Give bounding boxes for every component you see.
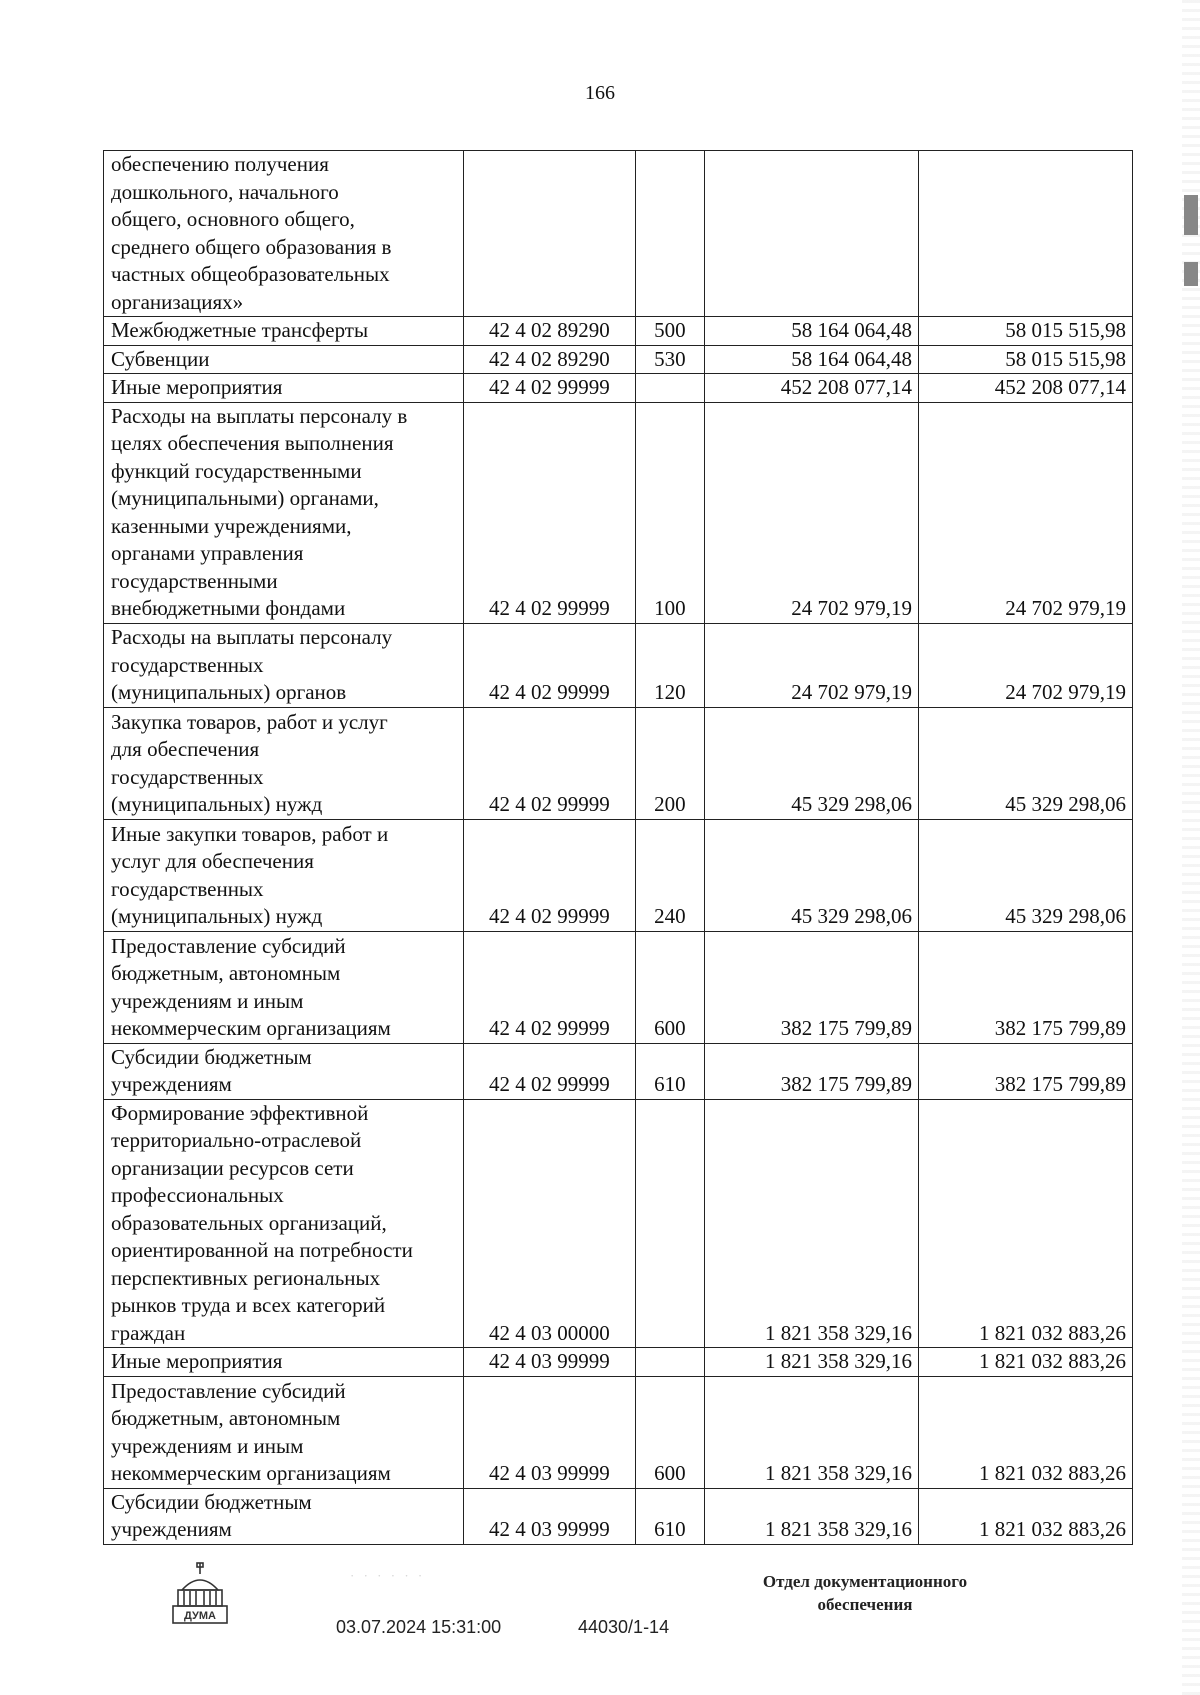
row-sum-1: 1 821 358 329,16 bbox=[704, 1099, 918, 1348]
row-sum-2: 45 329 298,06 bbox=[918, 707, 1132, 819]
row-name: Закупка товаров, работ и услуг для обеспечения государственных (муниципальных) нужд bbox=[104, 707, 464, 819]
row-expense-type: 240 bbox=[635, 819, 704, 931]
row-name: Предоставление субсидий бюджетным, автономным учреждениям и иным некоммерческим организациям bbox=[104, 1376, 464, 1488]
table-row bbox=[104, 374, 1133, 403]
row-expense-type: 500 bbox=[635, 317, 704, 346]
row-sum-1: 45 329 298,06 bbox=[704, 707, 918, 819]
row-name: Предоставление субсидий бюджетным, автономным учреждениям и иным некоммерческим организациям bbox=[104, 931, 464, 1043]
scan-edge-mark bbox=[1184, 195, 1198, 235]
row-code bbox=[463, 151, 635, 317]
row-name: Субсидии бюджетным учреждениям bbox=[104, 1043, 464, 1099]
row-expense-type: 600 bbox=[635, 931, 704, 1043]
row-name: Иные мероприятия bbox=[104, 374, 464, 403]
row-name: обеспечению получения дошкольного, начального общего, основного общего, среднего общего образования в частных общеобразовательных организациях» bbox=[104, 151, 464, 317]
table-row bbox=[104, 402, 1133, 623]
department-stamp: Отдел документационного обеспечения bbox=[762, 1572, 968, 1614]
table-row bbox=[104, 1099, 1133, 1348]
row-code: 42 4 02 89290 bbox=[463, 345, 635, 374]
row-code: 42 4 03 00000 bbox=[463, 1099, 635, 1348]
row-code: 42 4 02 99999 bbox=[463, 931, 635, 1043]
page-number: 166 bbox=[585, 82, 615, 104]
scan-edge-mark bbox=[1184, 262, 1198, 286]
row-sum-2: 1 821 032 883,26 bbox=[918, 1376, 1132, 1488]
row-sum-2: 24 702 979,19 bbox=[918, 623, 1132, 707]
row-sum-1: 24 702 979,19 bbox=[704, 402, 918, 623]
row-sum-2: 1 821 032 883,26 bbox=[918, 1488, 1132, 1544]
logo-text: ДУМА bbox=[184, 1610, 216, 1622]
row-name: Формирование эффективной территориально-отраслевой организации ресурсов сети профессиональных образовательных организаций, ориентированной на потребности перспективных региональных рынков труда и всех категорий граждан bbox=[104, 1099, 464, 1348]
row-expense-type: 100 bbox=[635, 402, 704, 623]
row-sum-2: 45 329 298,06 bbox=[918, 819, 1132, 931]
table-row bbox=[104, 707, 1133, 819]
row-sum-2: 382 175 799,89 bbox=[918, 1043, 1132, 1099]
row-code: 42 4 02 99999 bbox=[463, 623, 635, 707]
row-sum-1: 45 329 298,06 bbox=[704, 819, 918, 931]
row-sum-2: 58 015 515,98 bbox=[918, 345, 1132, 374]
table-row bbox=[104, 819, 1133, 931]
table-row bbox=[104, 931, 1133, 1043]
row-expense-type: 120 bbox=[635, 623, 704, 707]
row-sum-2: 58 015 515,98 bbox=[918, 317, 1132, 346]
row-expense-type bbox=[635, 151, 704, 317]
row-code: 42 4 02 99999 bbox=[463, 707, 635, 819]
table-row bbox=[104, 317, 1133, 346]
table-row bbox=[104, 623, 1133, 707]
row-sum-1 bbox=[704, 151, 918, 317]
row-sum-2: 1 821 032 883,26 bbox=[918, 1099, 1132, 1348]
registration-date: 03.07.2024 15:31:00 bbox=[336, 1617, 502, 1637]
row-sum-1: 1 821 358 329,16 bbox=[704, 1488, 918, 1544]
row-name: Расходы на выплаты персоналу государственных (муниципальных) органов bbox=[104, 623, 464, 707]
row-expense-type: 600 bbox=[635, 1376, 704, 1488]
row-sum-2: 1 821 032 883,26 bbox=[918, 1348, 1132, 1377]
row-sum-1: 1 821 358 329,16 bbox=[704, 1376, 918, 1488]
row-sum-1: 382 175 799,89 bbox=[704, 931, 918, 1043]
row-sum-2 bbox=[918, 151, 1132, 317]
row-sum-1: 452 208 077,14 bbox=[704, 374, 918, 403]
row-sum-2: 24 702 979,19 bbox=[918, 402, 1132, 623]
budget-table bbox=[103, 150, 1133, 1545]
duma-logo bbox=[168, 1560, 232, 1628]
registration-number: 44030/1-14 bbox=[578, 1617, 670, 1637]
row-code: 42 4 02 89290 bbox=[463, 317, 635, 346]
row-expense-type bbox=[635, 1348, 704, 1377]
row-name: Субвенции bbox=[104, 345, 464, 374]
row-expense-type bbox=[635, 1099, 704, 1348]
row-sum-1: 58 164 064,48 bbox=[704, 345, 918, 374]
table-row bbox=[104, 151, 1133, 317]
row-name: Субсидии бюджетным учреждениям bbox=[104, 1488, 464, 1544]
row-sum-1: 58 164 064,48 bbox=[704, 317, 918, 346]
row-code: 42 4 02 99999 bbox=[463, 1043, 635, 1099]
row-sum-1: 1 821 358 329,16 bbox=[704, 1348, 918, 1377]
row-expense-type: 200 bbox=[635, 707, 704, 819]
row-sum-1: 24 702 979,19 bbox=[704, 623, 918, 707]
scan-edge-strip bbox=[1182, 0, 1200, 1695]
row-name: Иные закупки товаров, работ и услуг для обеспечения государственных (муниципальных) нужд bbox=[104, 819, 464, 931]
row-name: Межбюджетные трансферты bbox=[104, 317, 464, 346]
table-row bbox=[104, 1348, 1133, 1377]
faint-stamp-text: · · · · · · bbox=[350, 1568, 426, 1583]
row-expense-type bbox=[635, 374, 704, 403]
row-code: 42 4 02 99999 bbox=[463, 374, 635, 403]
row-sum-2: 452 208 077,14 bbox=[918, 374, 1132, 403]
row-sum-1: 382 175 799,89 bbox=[704, 1043, 918, 1099]
row-sum-2: 382 175 799,89 bbox=[918, 931, 1132, 1043]
row-expense-type: 610 bbox=[635, 1488, 704, 1544]
table-row bbox=[104, 345, 1133, 374]
row-code: 42 4 03 99999 bbox=[463, 1376, 635, 1488]
row-code: 42 4 02 99999 bbox=[463, 402, 635, 623]
row-name: Расходы на выплаты персоналу в целях обеспечения выполнения функций государственными (муниципальными) органами, казенными учреждениями, органами управления государственными внебюджетными фондами bbox=[104, 402, 464, 623]
table-row bbox=[104, 1043, 1133, 1099]
row-code: 42 4 03 99999 bbox=[463, 1488, 635, 1544]
table-row bbox=[104, 1376, 1133, 1488]
row-code: 42 4 03 99999 bbox=[463, 1348, 635, 1377]
row-expense-type: 530 bbox=[635, 345, 704, 374]
row-name: Иные мероприятия bbox=[104, 1348, 464, 1377]
row-expense-type: 610 bbox=[635, 1043, 704, 1099]
table-body bbox=[104, 151, 1133, 1545]
table-row bbox=[104, 1488, 1133, 1544]
row-code: 42 4 02 99999 bbox=[463, 819, 635, 931]
